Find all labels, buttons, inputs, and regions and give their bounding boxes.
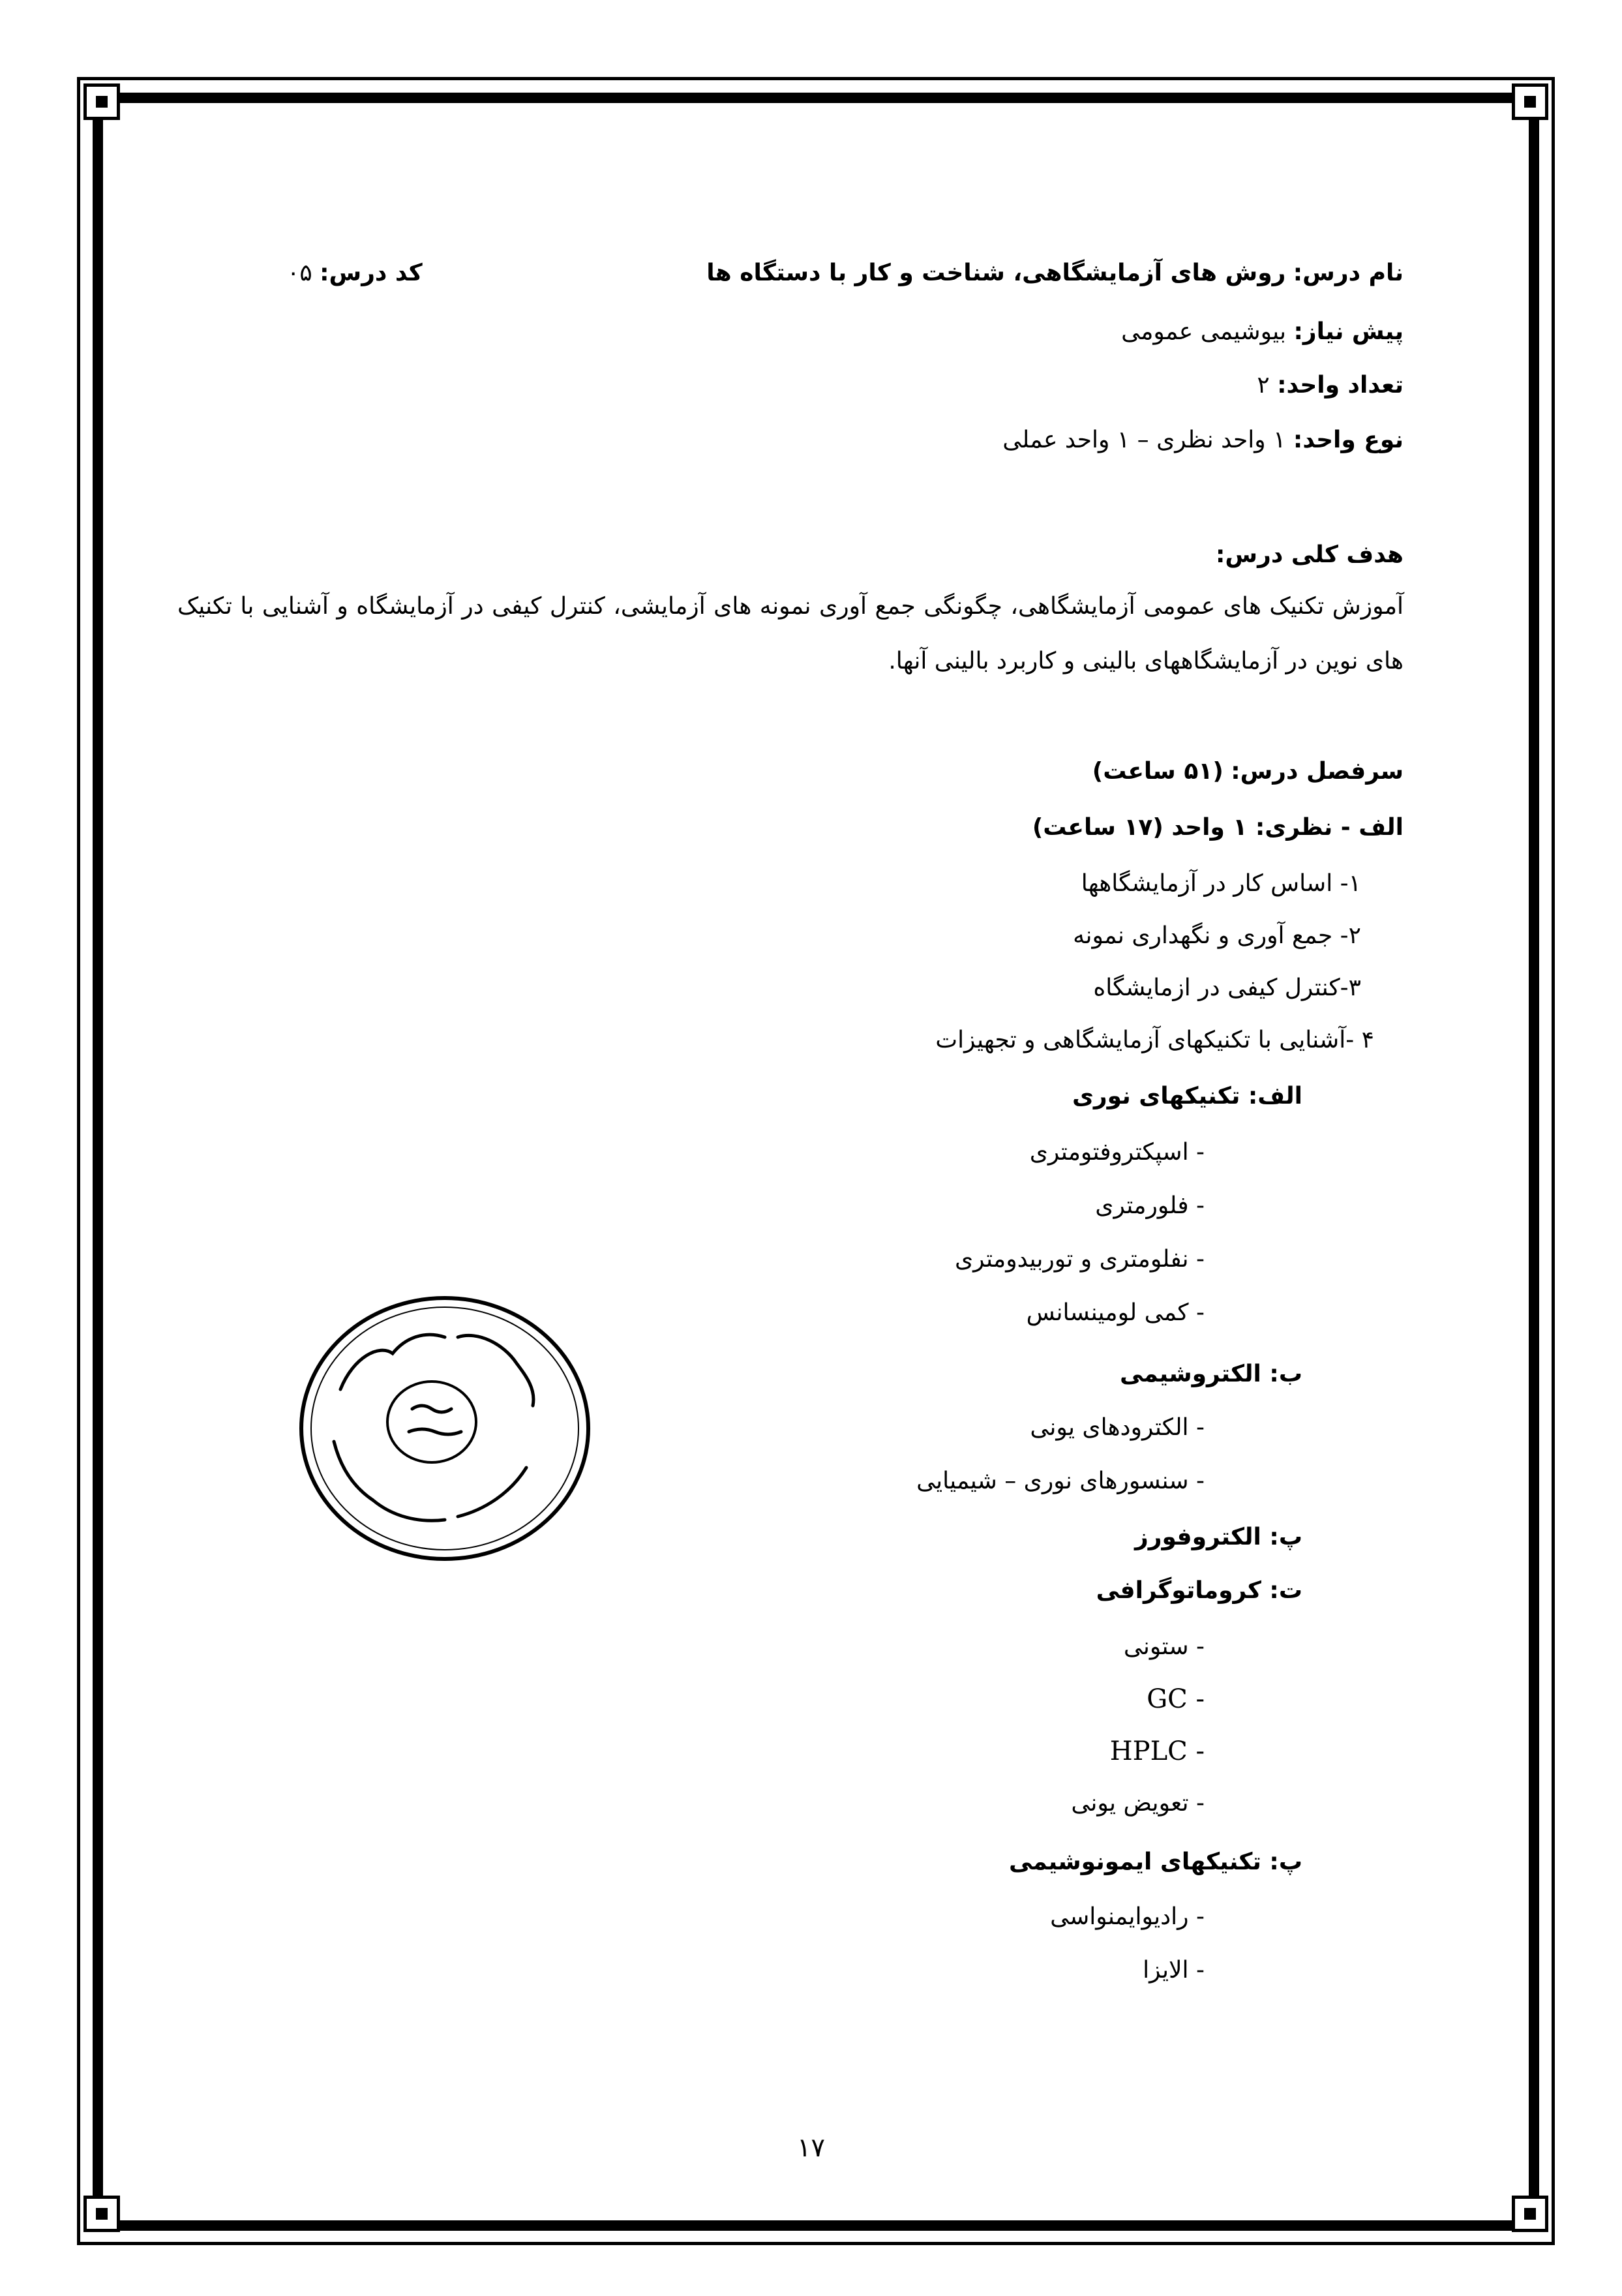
unit-type-row [1002,424,1404,457]
goal-heading: هدف کلی درس: [1216,541,1404,568]
section-subitem: - اسپکتروفتومتری [1029,1139,1205,1166]
section-subitem: - فلورمتری [1095,1192,1205,1219]
section-title: ت: کروماتوگرافی [1096,1577,1302,1604]
syllabus-item: ۴ -آشنایی با تکنیکهای آزمایشگاهی و تجهیزات [935,1027,1374,1053]
section-subitem: - الایزا [1143,1957,1205,1984]
units-row [1257,369,1404,402]
section-subitem: - نفلومتری و توربیدومتری [955,1246,1205,1273]
theory-value: ۱ واحد (۱۷ ساعت) [1032,814,1248,841]
section-subitem: - سنسورهای نوری – شیمیایی [916,1468,1205,1494]
section-title: الف: تکنیکهای نوری [1072,1083,1302,1110]
official-seal-stamp [295,1292,595,1565]
prereq-row [1121,316,1404,348]
section-subitem: - ستونی [1123,1633,1205,1660]
section-subitem: - تعویض یونی [1071,1790,1205,1817]
unit-type-value: ۱ واحد نظری – ۱ واحد عملی [1002,427,1286,453]
theory-label: الف - نظری: [1255,814,1404,841]
units-value: ۲ [1257,372,1270,399]
course-name-label: نام درس: [1293,260,1404,286]
section-subitem: GC - [1147,1684,1205,1714]
goal-text: آموزش تکنیک های عمومی آزمایشگاهی، چگونگی جمع آوری نمونه های آزمایشی، کنترل کیفی در آزمایشگاه و آشنایی با تکنیک های نوین در آزمایشگاههای بالینی و کاربرد بالینی آنها. [177,593,1404,674]
theory-heading [1032,811,1404,844]
units-label: تعداد واحد: [1277,372,1404,399]
syllabus-heading-hours: (۵۱ ساعت) [1092,758,1224,785]
unit-type-label: نوع واحد: [1293,427,1404,453]
course-code: ۰۵ [287,260,312,286]
prereq-value: بیوشیمی عمومی [1121,318,1287,345]
section-subitem: - الکترودهای یونی [1030,1414,1205,1441]
section-subitem: - رادیوایمنواسی [1050,1903,1205,1930]
prereq-label: پیش نیاز: [1293,318,1404,345]
course-code-row [287,257,423,290]
page-number: ۱۷ [797,2133,825,2163]
section-subitem: - کمی لومینسانس [1026,1299,1205,1326]
section-title: پ: تکنیکهای ایمونوشیمی [1009,1849,1302,1875]
syllabus-item: ۱- اساس کار در آزمایشگاهها [1081,870,1361,897]
course-name: روش های آزمایشگاهی، شناخت و کار با دستگاه ها [706,260,1286,286]
section-subitem: HPLC - [1109,1736,1205,1766]
syllabus-heading-label: سرفصل درس: [1231,758,1404,785]
syllabus-item: ۳-کنترل کیفی در ازمایشگاه [1093,974,1361,1001]
section-title: ب: الکتروشیمی [1119,1361,1302,1387]
syllabus-item: ۲- جمع آوری و نگهداری نمونه [1073,922,1361,949]
course-code-label: کد درس: [320,260,423,286]
syllabus-heading [1092,755,1404,788]
course-name-row [706,257,1404,290]
section-title: پ: الکتروفورز [1135,1524,1302,1550]
